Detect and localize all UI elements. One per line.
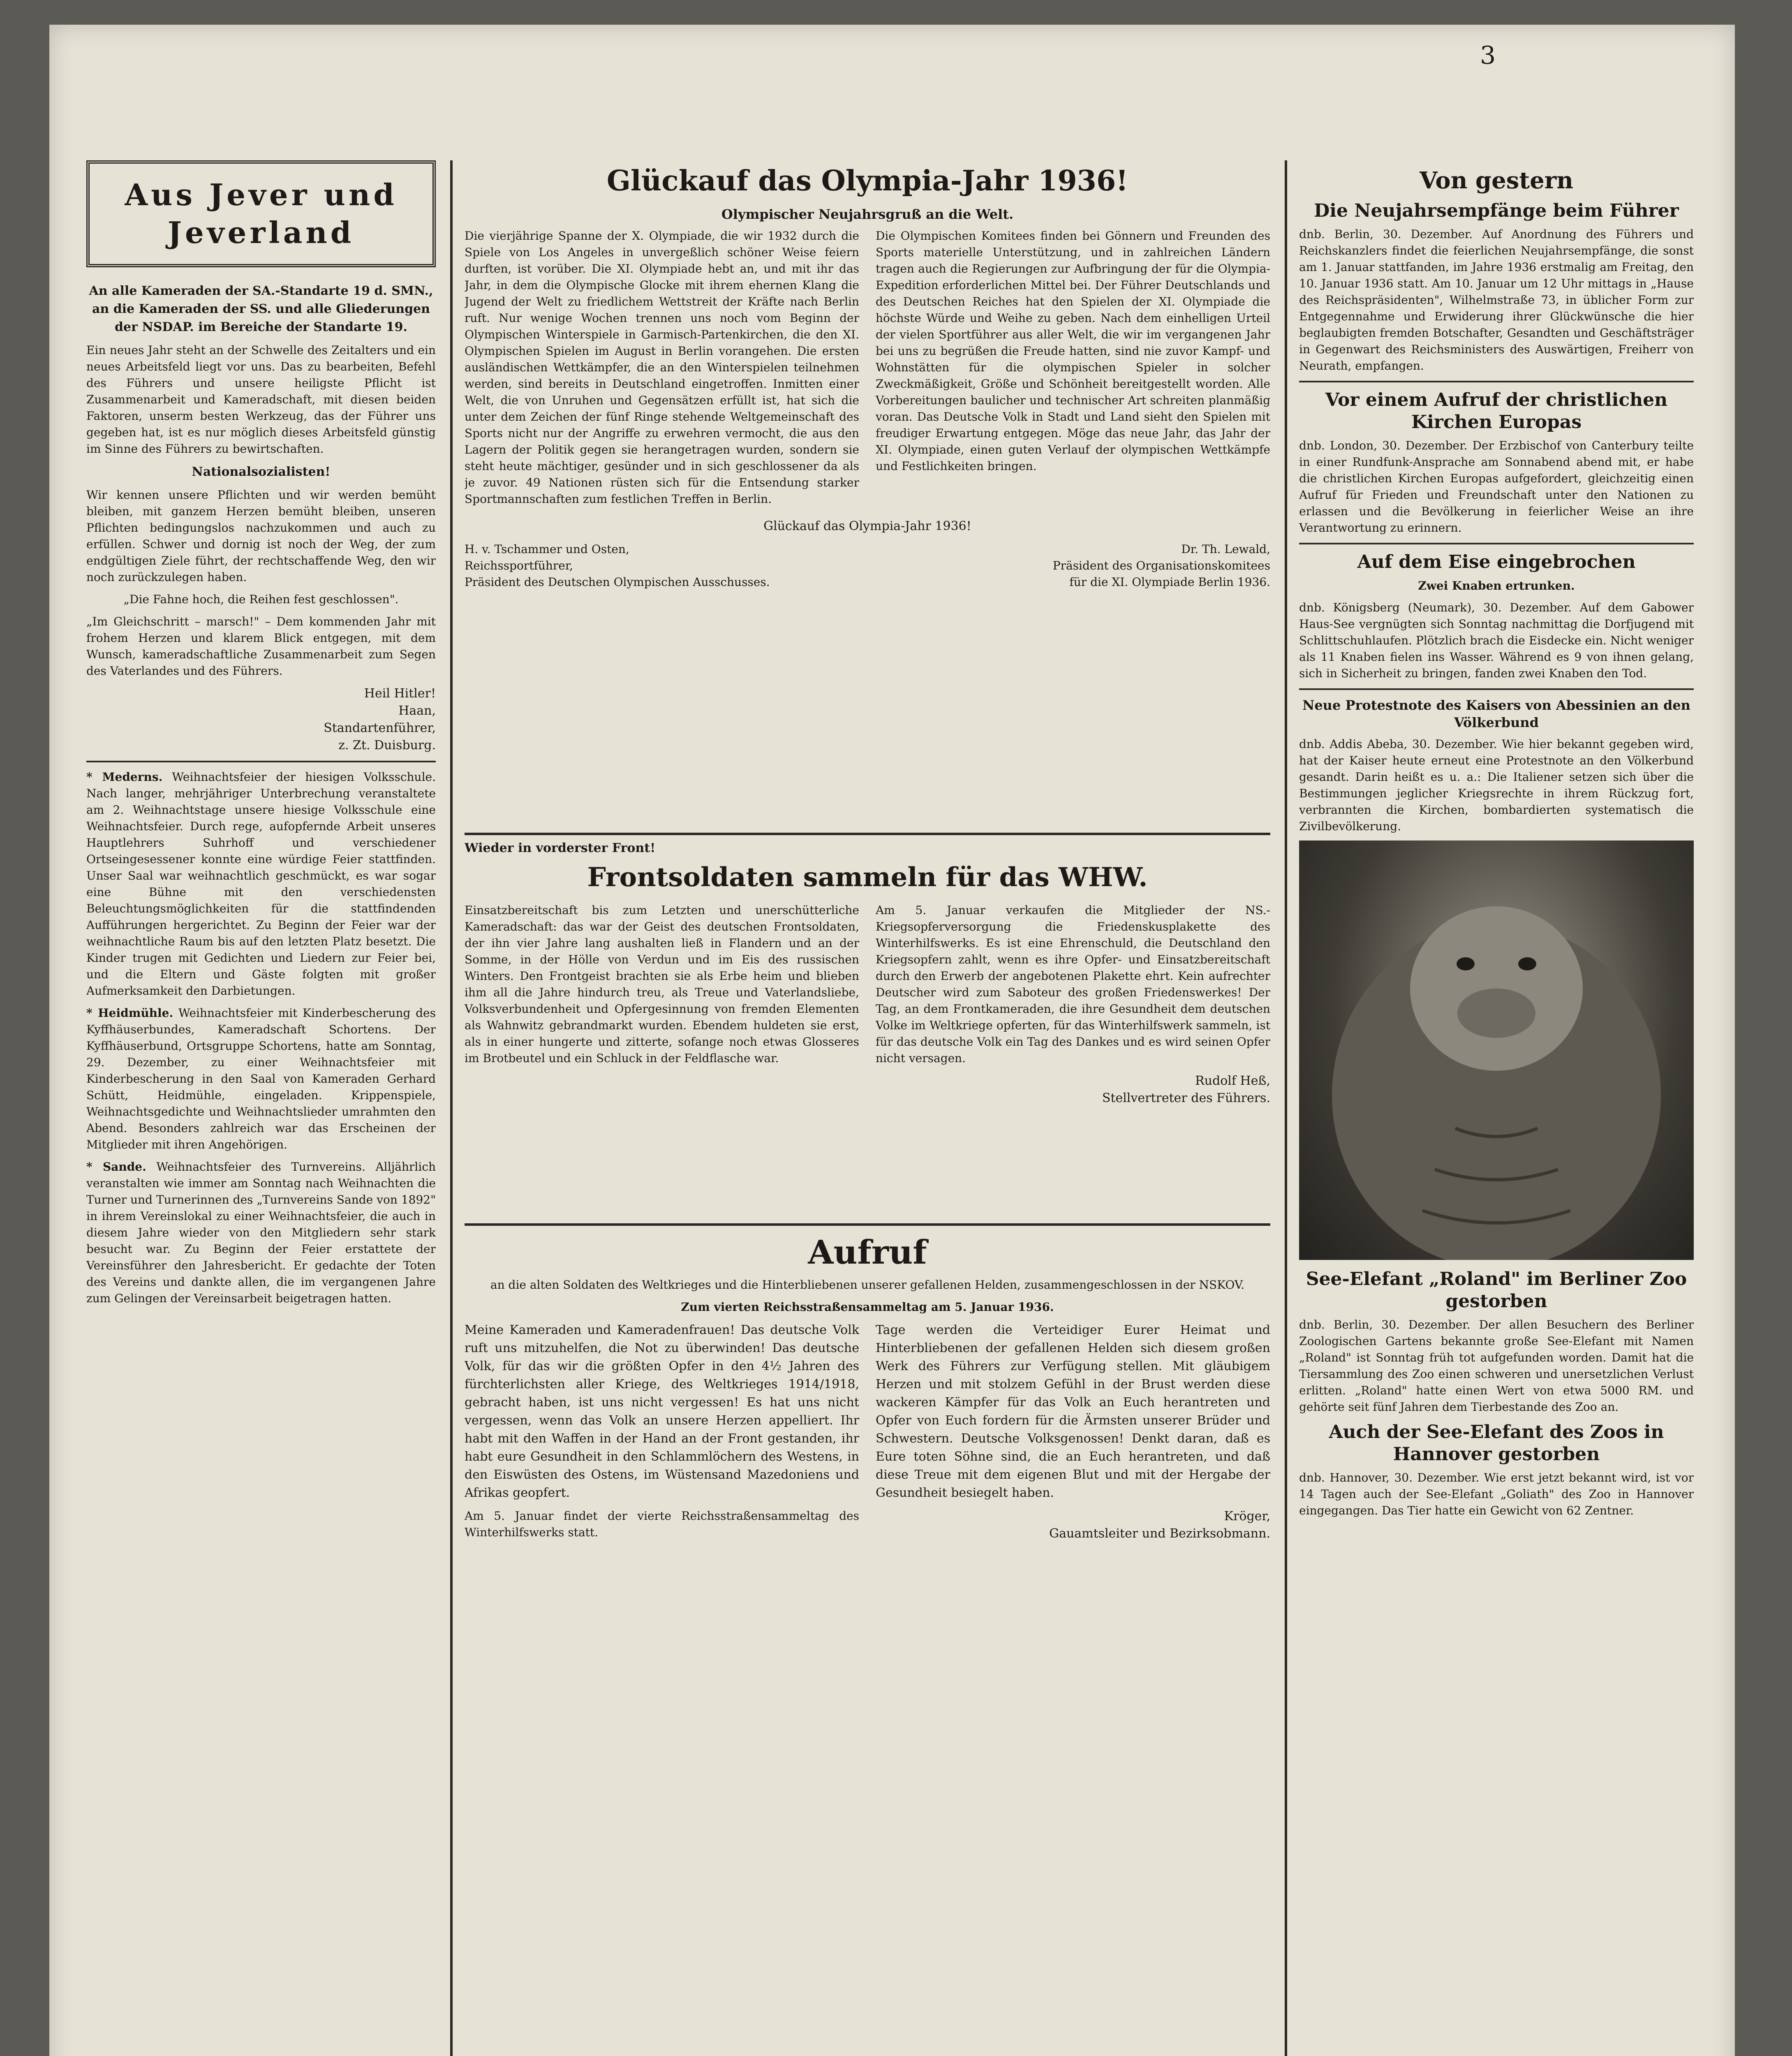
sub-heading: Nationalsozialisten!: [192, 465, 331, 479]
ice-head: Auf dem Eise eingebrochen: [1357, 551, 1636, 572]
intro-text: Ein neues Jahr steht an der Schwelle des Zeitalters und ein neues Arbeitsfeld liegt vor uns. Das zu bearbeiten, Befehl des Führers und unsere heiligste Pflicht ist Zusammenarbeit und Kameradschaft, mit diesen beiden Faktoren, unserm besten Werkzeug, das der Führer uns gegeben hat, ist es nur möglich dieses Arbeitsfeld günstig im Sinne des Führers zu bewirtschaften.: [86, 343, 436, 456]
intro-heading: An alle Kameraden der SA.-Standarte 19 d. SMN., an die Kameraden der SS. und alle Gliederungen der NSDAP. im Bereiche der Standarte 19.: [89, 284, 433, 334]
right-column: [1299, 160, 1694, 2056]
article-mederns: * Mederns. Weihnachtsfeier der hiesigen Volksschule. Nach langer, mehrjähriger Unterbrechung veranstaltete am 2. Weihnachtstage unsere hiesige Volksschule eine Weihnachtsfeier. Durch rege, aufopfernde Arbeit unseres Hauptlehrers Suhrhoff und verschiedener Ortseingesessener konnte eine würdige Feier stattfinden. Unser Saal war weihnachtlich geschmückt, es war sogar eine Bühne mit den verschiedensten Beleuchtungsmöglichkeiten für die stattfindenden Aufführungen hergerichtet. Zu Beginn der Feier war der weihnachtliche Raum bis auf den letzten Platz besetzt. Die Kinder trugen mit Gedichten und Liedern zur Feier bei, und die Eltern und Gäste folgten mit großer Aufmerksamkeit den Darbietungen.: [86, 770, 436, 998]
protest-head: Neue Protestnote des Kaisers von Abessinien an den Völkerbund: [1302, 697, 1690, 730]
front-article: [465, 841, 1270, 1219]
aufruf-col-1: Meine Kameraden und Kameradenfrauen! Das deutsche Volk ruft uns mitzuhelfen, die Not zu überwinden! Das deutsche Volk, für das wir die größten Opfer in den 4½ Jahren des fürchterlichsten aller Kriege, des Weltkrieges 1914/1918, gebracht haben, ist uns nicht vergessen! Es hat uns nicht vergessen, wenn das Volk an unsere Herzen appelliert. Ihr habt mit den Waffen in der Hand an der Front gestanden, ihr habt eure Gesundheit in den Schlammlöchern des Westens, in den Eiswüsten des Ostens, im Wüstensand Mazedoniens und Afrikas geopfert.: [465, 1323, 859, 1500]
olympia-headline: Glückauf das Olympia-Jahr 1936!: [606, 164, 1128, 197]
front-col-1: Einsatzbereitschaft bis zum Letzten und unerschütterliche Kameradschaft: das war der Geist des deutschen Frontsoldaten, der ihn vier Jahre lang aushalten ließ in Flandern und an der Somme, in der Hölle von Verdun und im Eis des russischen Winters. Den Frontgeist brachten sie als Erbe heim und blieben ihm all die Jahre hindurch treu, als Treue und Vaterlandsliebe, Volksverbundenheit und Opfergesinnung von fremden Elementen als Wahnwitz gebrandmarkt wurden. Ebendem huldeten sie erst, als in einer hungerte und zitterte, sofange noch etwas Glosseres im Brotbeutel und ein Schluck in der Feldflasche war.: [465, 903, 859, 1065]
church-appeal-text: dnb. London, 30. Dezember. Der Erzbischof von Canterbury teilte in einer Rundfunk-Ansprache am Sonnabend abend mit, er habe die christlichen Kirchen Europas aufgefordert, gleichzeitig einen Aufruf für Frieden und Freundschaft unter den Nationen zu erlassen und die Bevölkerung in feierlicher Weise an ihre Verantwortung zu erinnern.: [1299, 439, 1694, 535]
front-kicker: Wieder in vorderster Front!: [465, 841, 656, 855]
olympia-article: [465, 160, 1270, 827]
column-rule: [450, 160, 453, 2056]
sea-elephant-photo: [1299, 840, 1694, 1260]
divider: [1299, 688, 1694, 690]
sub-text: Wir kennen unsere Pflichten und wir werden bemüht bleiben, mit ganzem Herzen bemüht bleiben, unseren Pflichten bedingungslos nachzukommen und auch zu erfüllen. Schwer und dornig ist noch der Weg, der zum endgültigen Ziele führt, der rechtschaffende Weg, den wir noch zurückzulegen haben.: [86, 488, 436, 584]
front-headline: Frontsoldaten sammeln für das WHW.: [587, 862, 1148, 893]
page-number: 3: [1480, 41, 1496, 70]
quote: „Die Fahne hoch, die Reihen fest geschlossen".: [123, 593, 399, 606]
church-appeal-head: Vor einem Aufruf der christlichen Kirchen Europas: [1325, 389, 1668, 433]
hannover-text: dnb. Hannover, 30. Dezember. Wie erst jetzt bekannt wird, ist vor 14 Tagen auch der See-Elefant „Goliath" des Zoo in Hannover eingegangen. Das Tier hatte ein Gewicht von 62 Zentner.: [1299, 1471, 1694, 1517]
aufruf-col-2: Tage werden die Verteidiger Eurer Heimat und Hinterbliebenen der gefallenen Helden sich diesem großen Werk des Führers zur Verfügung stellen. Mit gläubigem Herzen und mit stolzem Gefühl in der Brust werden diese wackeren Kämpfer für das Volk an Euch herantreten und Opfer von Euch fordern für die Ärmsten unserer Brüder und Schwestern. Deutsche Volksgenossen! Denkt daran, daß es Eure toten Söhne sind, die an Euch herantreten, und daß diese Treue mit dem eigenen Blut und mit der Hergabe der Gesundheit besiegelt haben.: [876, 1323, 1270, 1500]
quote-2: „Im Gleichschritt – marsch!" – Dem kommenden Jahr mit frohem Herzen und klarem Blick entgegen, mit dem Wunsch, kameradschaftliche Zusammenarbeit zum Segen des Vaterlandes und des Führers.: [86, 615, 436, 678]
column-rule: [1285, 160, 1287, 2056]
divider: [1299, 381, 1694, 382]
section-rule: [465, 1223, 1270, 1226]
divider: [1299, 543, 1694, 544]
aufruf-sub: an die alten Soldaten des Weltkrieges und die Hinterbliebenen unserer gefallenen Helden, zusammengeschlossen in der NSKOV.: [490, 1278, 1245, 1292]
aufruf-headline: Aufruf: [808, 1233, 927, 1271]
olympia-closing: Glückauf das Olympia-Jahr 1936!: [763, 519, 971, 533]
divider: [86, 761, 436, 762]
photo-caption: See-Elefant „Roland" im Berliner Zoo gestorben: [1306, 1269, 1687, 1312]
left-column: [86, 160, 436, 2056]
newspaper-page: [49, 25, 1735, 2056]
article-sande: * Sande. Weihnachtsfeier des Turnvereins. Alljährlich veranstalten wie immer am Sonntag nach Weihnachten die Turner und Turnerinnen des „Turnvereins Sande von 1892" in ihrem Vereinslokal zu einer Weihnachtsfeier, die auch in diesem Jahre wieder von den Mitgliedern sehr stark besucht war. Zu Beginn der Feier erstattete der Vereinsführer den Jahresbericht. Er gedachte der Toten des Vereins und dankte allen, die im vergangenen Jahre zum Gelingen der Vereinsarbeit beigetragen hatten.: [86, 1160, 436, 1305]
hannover-head: Auch der See-Elefant des Zoos in Hannover gestorben: [1329, 1422, 1664, 1465]
yesterday-head: Von gestern: [1420, 167, 1573, 194]
front-col-2: Am 5. Januar verkaufen die Mitglieder der NS.-Kriegsopferversorgung die Friedenskusplakette des Winterhilfswerks. Es ist eine Ehrenschuld, die Deutschland den Kriegsopfern zahlt, wenn es ihre Opfer- und Einsatzbereitschaft durch den Erwerb der angebotenen Plakette ehrt. Kein aufrechter Deutscher wird zum Saboteur des großen Friedenswerkes! Der Tag, an dem Frontkameraden, die ihre Gesundheit dem deutschen Volke im Weltkriege opferten, für das Winterhilfswerk sammeln, ist für das deutsche Volk ein Tag des Dankes und es wird seinen Opfer nicht versagen.: [876, 903, 1270, 1065]
olympia-subline: Olympischer Neujahrsgruß an die Welt.: [721, 206, 1014, 222]
ice-text: dnb. Königsberg (Neumark), 30. Dezember. Auf dem Gabower Haus-See vergnügten sich Sonntag nachmittag die Dorfjugend mit Schlittschuhlaufen. Plötzlich brach die Eisdecke ein. Nicht weniger als 11 Knaben fielen ins Wasser. Während es 9 von ihnen gelang, sich in Sicherheit zu bringen, fanden zwei Knaben den Tod.: [1299, 601, 1694, 680]
ice-sub: Zwei Knaben ertrunken.: [1418, 579, 1575, 593]
aufruf-footer: Am 5. Januar findet der vierte Reichsstraßensammeltag des Winterhilfswerks statt.: [465, 1509, 859, 1539]
aufruf-article: [465, 1232, 1270, 2056]
olympia-signatures: H. v. Tschammer und Osten, Reichssportführer, Präsident des Deutschen Olympischen Ausschusses. Dr. Th. Lewald, Präsident des Organisationskomitees für die XI. Olympiade Berlin 1936.: [465, 542, 1270, 589]
protest-text: dnb. Addis Abeba, 30. Dezember. Wie hier bekannt gegeben wird, hat der Kaiser heute erneut eine Protestnote an den Völkerbund gesandt. Darin heißt es u. a.: Die Italiener setzen sich über die Bestimmungen jeglicher Kriegsrechte in ihrem Rückzug fort, verbrannten die Kirchen, bombardierten systematisch die Zivilbevölkerung.: [1299, 737, 1694, 833]
article-heidmuehle: * Heidmühle. Weihnachtsfeier mit Kinderbescherung des Kyffhäuserbundes, Kameradschaft Schortens. Der Kyffhäuserbund, Ortsgruppe Schortens, hatte am Sonntag, 29. Dezember, zu einer Weihnachtsfeier mit Kinderbescherung in den Saal von Kameraden Gerhard Schütt, Heidmühle, eingeladen. Krippenspiele, Weihnachtsgedichte und Weihnachtslieder umrahmten den Abend. Besonders zahlreich war das Erscheinen der Mitglieder mit ihren Angehörigen.: [86, 1006, 436, 1151]
photo-text: dnb. Berlin, 30. Dezember. Der allen Besuchern des Berliner Zoologischen Gartens bekannte große See-Elefant mit Namen „Roland" ist Sonntag früh tot aufgefunden worden. Damit hat die Tiersammlung des Zoo einen schweren und unersetzlichen Verlust erlitten. „Roland" hatte einen Wert von etwa 5000 RM. und gehörte seit fünf Jahren dem Tierbestande des Zoo an.: [1299, 1318, 1694, 1414]
front-signature: Rudolf Heß, Stellvertreter des Führers.: [1102, 1074, 1270, 1105]
reception-text: dnb. Berlin, 30. Dezember. Auf Anordnung des Führers und Reichskanzlers findet die feierlichen Neujahrsempfänge, die sonst am 1. Januar stattfanden, im Jahre 1936 erstmalig am Freitag, den 10. Januar 1936 statt. Am 10. Januar um 12 Uhr mittags in „Hause des Reichspräsidenten", Wilhelmstraße 73, in üblicher Form zur Entgegennahme und Erwiderung ihrer Glückwünsche die hier beglaubigten fremden Botschafter, Gesandten und Geschäftsträger in Gegenwart des Reichsministers des Auswärtigen, Freiherr von Neurath, empfangen.: [1299, 227, 1694, 373]
signature-block: Heil Hitler! Haan, Standartenführer, z. Zt. Duisburg.: [324, 686, 436, 752]
section-rule: [465, 833, 1270, 835]
sea-elephant-icon: [1299, 840, 1694, 1260]
reception-head: Die Neujahrsempfänge beim Führer: [1314, 200, 1679, 221]
olympia-col-1: Die vierjährige Spanne der X. Olympiade, die wir 1932 durch die Spiele von Los Angeles in unvergeßlich schöner Weise feiern durften, ist vorüber. Die XI. Olympiade hebt an, und mit ihr das Jahr, in dem die Olympische Glocke mit ihrem ehernen Klang die Jugend der Welt zu friedlichem Wettstreit der Kräfte nach Berlin ruft. Nur wenige Wochen trennen uns noch vom Beginn der Olympischen Winterspiele in Garmisch-Partenkirchen, die den XI. Olympischen Spielen im August in Berlin vorangehen. Die ersten ausländischen Wettkämpfer, die an den Winterspielen teilnehmen werden, sind bereits in Deutschland eingetroffen. Inmitten einer Welt, die von Unruhen und Gegensätzen erfüllt ist, hat sich die unter dem Zeichen der fünf Ringe stehende Weltgemeinschaft des Sports nicht nur der Angriffe zu erwehren vermocht, die aus den Lagern der Politik gegen sie herangetragen wurden, sondern sie steht heute mächtiger, gesünder und in sich geschlossener da als je zuvor. 49 Nationen rüsten sich für die Entsendung starker Sportmannschaften zum festlichen Treffen in Berlin.: [465, 229, 859, 506]
aufruf-signature: Kröger, Gauamtsleiter und Bezirksobmann.: [1049, 1509, 1270, 1541]
aufruf-sub-2: Zum vierten Reichsstraßensammeltag am 5. Januar 1936.: [681, 1300, 1054, 1314]
local-news-header: Aus Jever und Jeverland: [86, 160, 436, 267]
olympia-col-2: Die Olympischen Komitees finden bei Gönnern und Freunden des Sports materielle Unterstützung, und in zahlreichen Ländern tragen auch die Regierungen zur Aufbringung der für die Olympia-Expedition erforderlichen Mittel bei. Der Führer Deutschlands und des Deutschen Reiches hat den Spielen der XI. Olympiade die höchste Würde und Weihe zu geben. Nach dem einhelligen Urteil der vielen Sportführer aus aller Welt, die wir im vergangenen Jahr bei uns zu begrüßen die Freude hatten, sind nie zuvor Kampf- und Wohnstätten für die olympischen Spieler in solcher Zweckmäßigkeit, Größe und Schönheit bereitgestellt worden. Alle Vorbereitungen baulicher und technischer Art schreiten planmäßig voran. Das Deutsche Volk in Stadt und Land sieht den Spielen mit freudiger Erwartung entgegen. Möge das neue Jahr, das Jahr der XI. Olympiade, einen guten Verlauf der olympischen Wettkämpfe und Festlichkeiten bringen.: [876, 229, 1270, 473]
